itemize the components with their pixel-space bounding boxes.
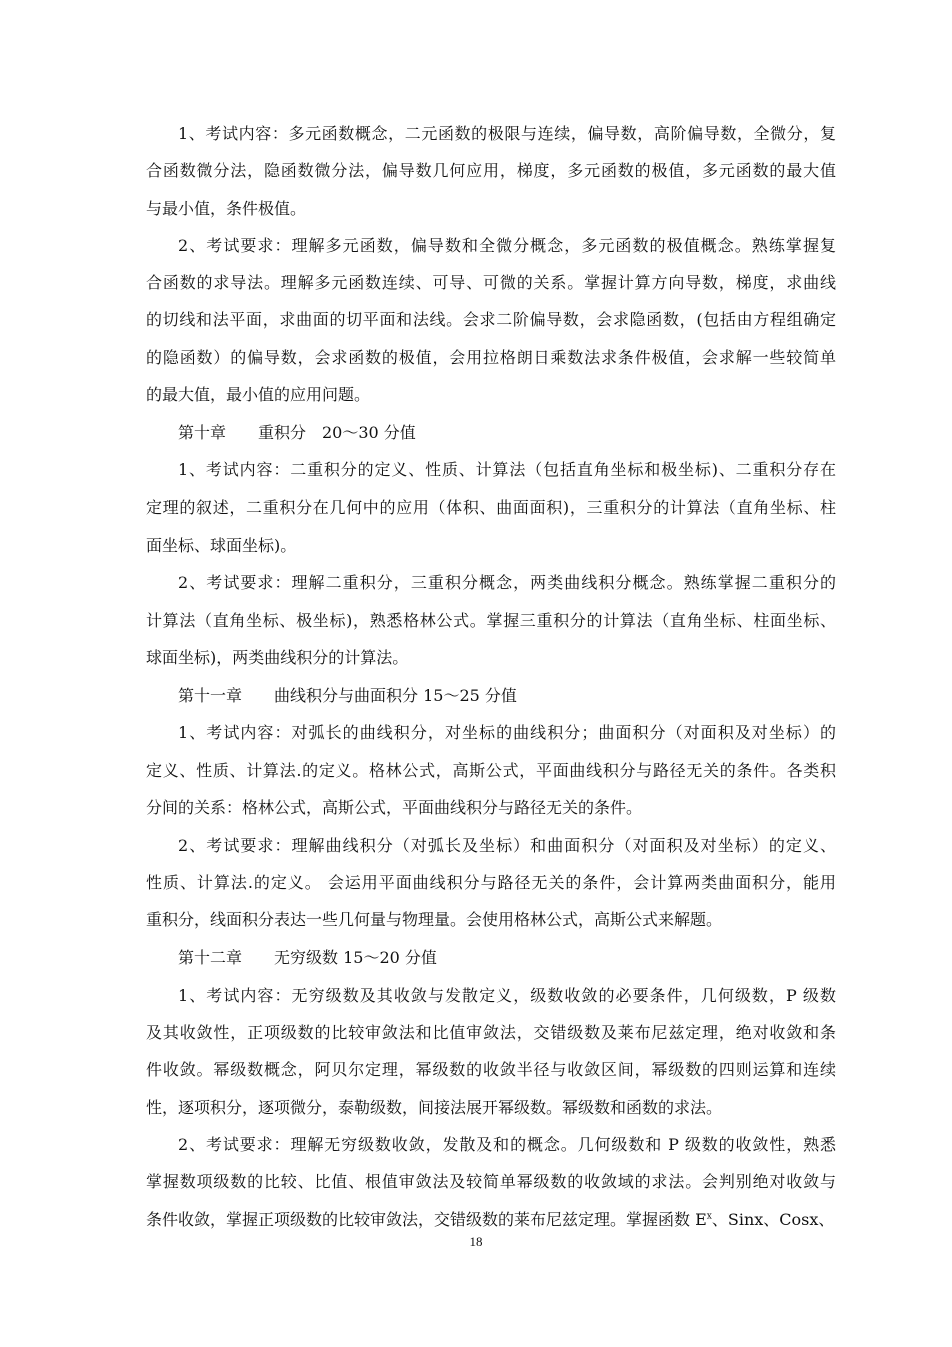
text-line: 定义、性质、计算法.的定义。格林公式，高斯公式，平面曲线积分与路径无关的条件。各类积: [146, 761, 836, 780]
text-line: 1、考试内容：无穷级数及其收敛与发散定义，级数收敛的必要条件，几何级数，P 级数: [178, 986, 836, 1005]
text-line: 重积分，线面积分表达一些几何量与物理量。会使用格林公式，高斯公式来解题。: [146, 910, 723, 929]
text-line: 合函数微分法，隐函数微分法，偏导数几何应用，梯度，多元函数的极值，多元函数的最大值: [146, 161, 836, 180]
text-line: 计算法（直角坐标、极坐标)，熟悉格林公式。掌握三重积分的计算法（直角坐标、柱面坐标、: [146, 611, 836, 630]
text-line: 2、考试要求：理解二重积分，三重积分概念，两类曲线积分概念。熟练掌握二重积分的: [178, 573, 836, 592]
text-line: 定理的叙述，二重积分在几何中的应用（体积、曲面面积)，三重积分的计算法（直角坐标、柱: [146, 498, 836, 517]
last-line-prefix: 条件收敛，掌握正项级数的比较审敛法，交错级数的莱布尼兹定理。掌握函数 E: [146, 1210, 707, 1229]
chapter-heading: 第十二章 无穷级数 15～20 分值: [178, 948, 437, 967]
chapter-heading: 第十一章 曲线积分与曲面积分 15～25 分值: [178, 686, 517, 705]
text-line: 2、考试要求：理解多元函数，偏导数和全微分概念，多元函数的极值概念。熟练掌握复: [178, 236, 836, 255]
text-line: 的切线和法平面，求曲面的切平面和法线。会求二阶偏导数，会求隐函数，(包括由方程组确定: [146, 310, 836, 329]
text-line: 1、考试内容：对弧长的曲线积分，对坐标的曲线积分；曲面积分（对面积及对坐标）的: [178, 723, 836, 742]
text-line: 性，逐项积分，逐项微分，泰勒级数，间接法展开幂级数。幂级数和函数的求法。: [146, 1098, 723, 1117]
chapter-heading: 第十章 重积分 20～30 分值: [178, 423, 416, 442]
text-line: 1、考试内容：多元函数概念，二元函数的极限与连续，偏导数，高阶偏导数，全微分，复: [178, 124, 836, 143]
text-line: 的最大值，最小值的应用问题。: [146, 385, 371, 404]
text-line: 分间的关系：格林公式，高斯公式，平面曲线积分与路径无关的条件。: [146, 798, 643, 817]
text-line: 面坐标、球面坐标)。: [146, 536, 297, 555]
text-line: 2、考试要求：理解曲线积分（对弧长及坐标）和曲面积分（对面积及对坐标）的定义、: [178, 836, 836, 855]
text-line: 与最小值，条件极值。: [146, 199, 307, 218]
text-line: 性质、计算法.的定义。 会运用平面曲线积分与路径无关的条件，会计算两类曲面积分，能用: [146, 873, 836, 892]
text-line: 合函数的求导法。理解多元函数连续、可导、可微的关系。掌握计算方向导数，梯度，求曲线: [146, 273, 836, 292]
text-line: 2、考试要求：理解无穷级数收敛，发散及和的概念。几何级数和 P 级数的收敛性，熟悉: [178, 1135, 836, 1154]
text-line: 件收敛。幂级数概念，阿贝尔定理，幂级数的收敛半径与收敛区间，幂级数的四则运算和连续: [146, 1060, 836, 1079]
text-line: 及其收敛性，正项级数的比较审敛法和比值审敛法，交错级数及莱布尼兹定理，绝对收敛和条: [146, 1023, 836, 1042]
text-line: 的隐函数）的偏导数，会求函数的极值，会用拉格朗日乘数法求条件极值，会求解一些较简单: [146, 348, 836, 367]
text-line: 1、考试内容：二重积分的定义、性质、计算法（包括直角坐标和极坐标)、二重积分存在: [178, 460, 836, 479]
superscript-x: x: [706, 1211, 712, 1222]
page-number: 18: [469, 1234, 483, 1249]
last-line-suffix: 、Sinx、Cosx、: [711, 1210, 835, 1229]
text-line-last: [146, 1209, 836, 1231]
text-line: 掌握数项级数的比较、比值、根值审敛法及较简单幂级数的收敛域的求法。会判别绝对收敛与: [146, 1172, 836, 1191]
text-line: 球面坐标)，两类曲线积分的计算法。: [146, 648, 409, 667]
